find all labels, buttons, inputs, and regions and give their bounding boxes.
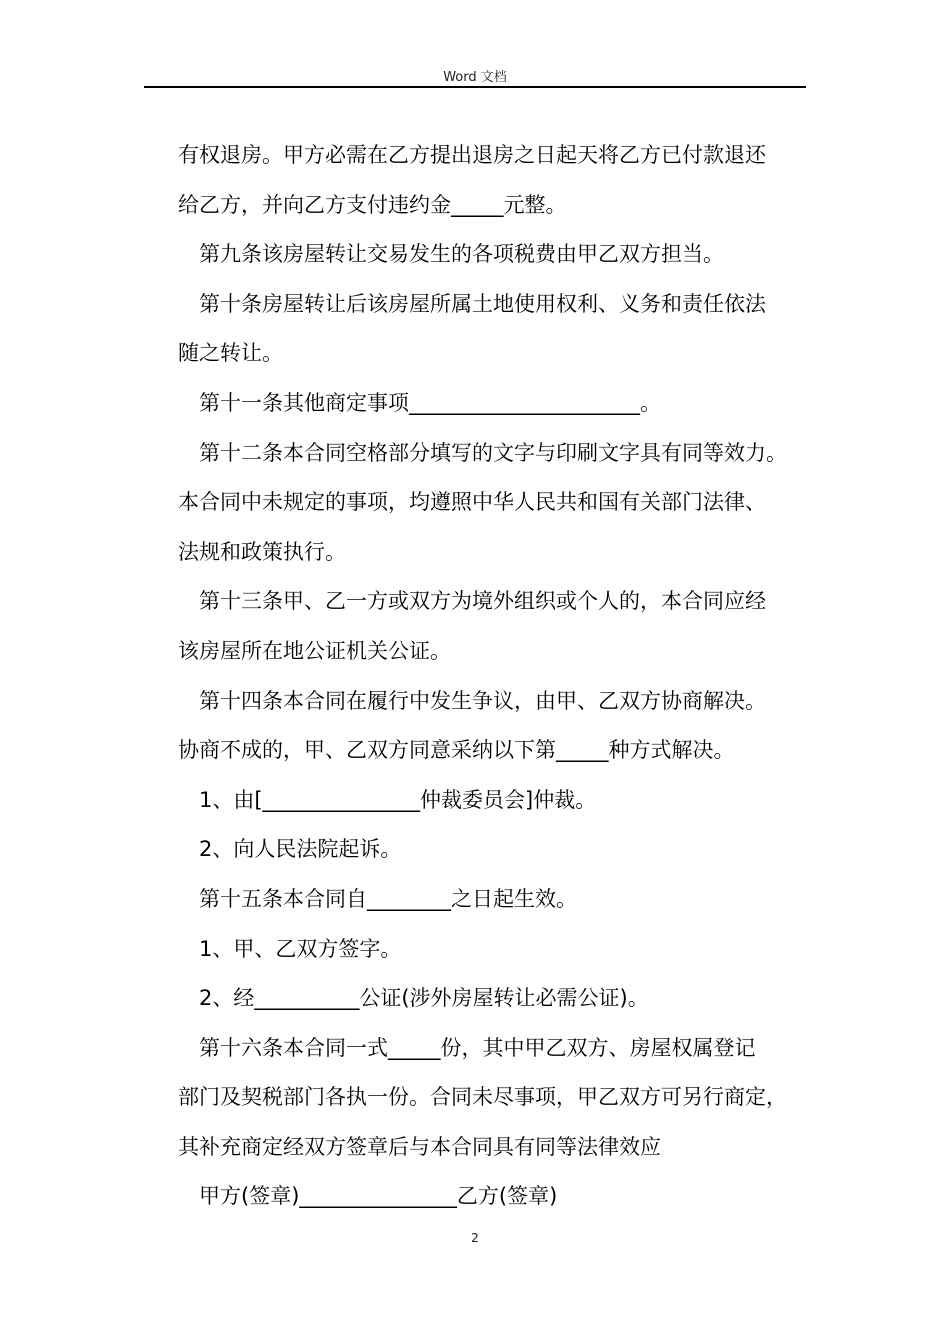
header-rule bbox=[144, 86, 806, 88]
text-line-6: 第十一条其他商定事项______________________。 bbox=[199, 390, 661, 415]
text-line-5: 随之转让。 bbox=[178, 341, 283, 366]
text-line-13: 协商不成的，甲、乙双方同意采纳以下第_____种方式解决。 bbox=[178, 738, 735, 763]
text-line-12: 第十四条本合同在履行中发生争议，由甲、乙双方协商解决。 bbox=[199, 688, 766, 713]
text-line-9: 法规和政策执行。 bbox=[178, 539, 346, 564]
text-line-10: 第十三条甲、乙一方或双方为境外组织或个人的，本合同应经 bbox=[199, 589, 766, 614]
text-line-2: 给乙方，并向乙方支付违约金_____元整。 bbox=[178, 192, 567, 217]
text-line-20: 部门及契税部门各执一份。合同未尽事项，甲乙双方可另行商定， bbox=[178, 1085, 787, 1110]
text-line-22: 甲方(签章)_______________乙方(签章) bbox=[199, 1184, 558, 1209]
page-number: 2 bbox=[471, 1231, 479, 1245]
text-line-16: 第十五条本合同自________之日起生效。 bbox=[199, 886, 577, 911]
text-line-21: 其补充商定经双方签章后与本合同具有同等法律效应 bbox=[178, 1134, 661, 1159]
text-line-1: 有权退房。甲方必需在乙方提出退房之日起天将乙方已付款退还 bbox=[178, 143, 766, 167]
text-line-8: 本合同中未规定的事项，均遵照中华人民共和国有关部门法律、 bbox=[178, 490, 766, 515]
document-body bbox=[178, 131, 818, 1222]
text-line-15: 2、向人民法院起诉。 bbox=[199, 837, 402, 862]
text-line-19: 第十六条本合同一式_____份，其中甲乙双方、房屋权属登记 bbox=[199, 1035, 756, 1060]
page-header: Word 文档 bbox=[443, 70, 507, 85]
text-line-11: 该房屋所在地公证机关公证。 bbox=[178, 638, 451, 663]
text-line-17: 1、甲、乙双方签字。 bbox=[199, 936, 402, 961]
text-line-18: 2、经__________公证(涉外房屋转让必需公证)。 bbox=[199, 986, 649, 1011]
text-line-7: 第十二条本合同空格部分填写的文字与印刷文字具有同等效力。 bbox=[199, 440, 787, 465]
text-line-14: 1、由[_______________仲裁委员会]仲裁。 bbox=[199, 787, 597, 812]
text-line-3: 第九条该房屋转让交易发生的各项税费由甲乙双方担当。 bbox=[199, 242, 724, 267]
text-line-4: 第十条房屋转让后该房屋所属土地使用权利、义务和责任依法 bbox=[199, 291, 766, 316]
